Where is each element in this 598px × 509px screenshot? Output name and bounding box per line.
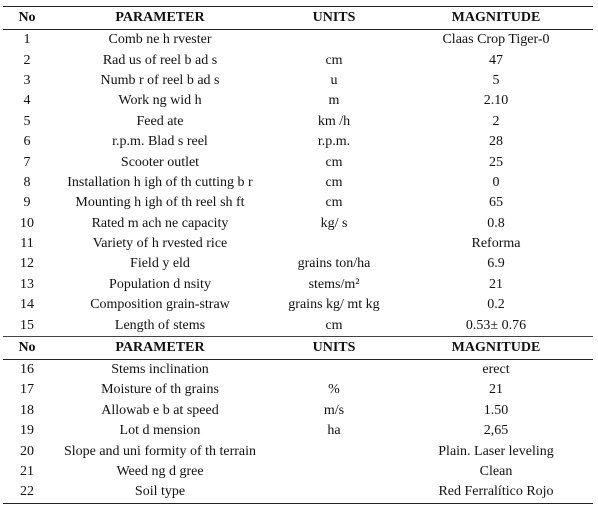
row-units: u: [330, 72, 338, 88]
row-number: 18: [20, 402, 34, 418]
row-units: stems/m²: [308, 276, 360, 292]
row-units: cm: [325, 52, 343, 68]
row-units: [269, 482, 399, 503]
row-parameter: Mounting h igh of th reel sh ft: [75, 195, 245, 211]
row-number: 4: [23, 93, 31, 109]
table-row: [3, 359, 593, 380]
header-row-1: [3, 7, 593, 30]
row-parameter: Work ng wid h: [118, 93, 202, 109]
row-magnitude: 6.9: [487, 256, 505, 272]
table-row: [3, 152, 593, 172]
row-number: 19: [20, 423, 34, 439]
row-parameter: Population d nsity: [109, 276, 211, 292]
row-number: 13: [20, 276, 34, 292]
row-units: m/s: [323, 402, 345, 418]
row-number: 22: [3, 482, 51, 503]
table-row: [3, 132, 593, 152]
row-number: 2: [23, 52, 31, 68]
row-number: 16: [20, 362, 34, 378]
table-row: [3, 112, 593, 132]
row-number: 21: [20, 464, 34, 479]
table-row: [3, 421, 593, 441]
header-magnitude: MAGNITUDE: [399, 336, 593, 359]
row-magnitude: 65: [489, 195, 503, 211]
row-magnitude: 0.53± 0.76: [399, 315, 593, 336]
row-parameter: Soil type: [51, 482, 269, 503]
row-magnitude: erect: [482, 362, 510, 378]
table-row: [3, 173, 593, 193]
header-units: UNITS: [269, 7, 399, 30]
table-row: [3, 462, 593, 482]
row-magnitude: Reforma: [471, 236, 521, 252]
row-number: 10: [20, 215, 34, 231]
row-units: cm: [325, 195, 343, 211]
row-units: [269, 462, 399, 482]
row-parameter: r.p.m. Blad s reel: [112, 134, 208, 150]
row-magnitude: 2: [492, 113, 500, 129]
row-magnitude: 5: [492, 72, 500, 88]
row-magnitude: 0.2: [487, 297, 505, 313]
row-magnitude: 21: [489, 276, 503, 292]
row-parameter: Comb ne h rvester: [108, 32, 212, 48]
row-parameter: Numb r of reel b ad s: [100, 72, 220, 88]
row-magnitude: Plain. Laser leveling: [438, 443, 554, 459]
row-parameter: Scooter outlet: [120, 154, 200, 170]
row-magnitude: Claas Crop Tiger-0: [442, 32, 550, 48]
row-number: 6: [23, 134, 31, 150]
table-row: [3, 441, 593, 461]
table-row: [3, 193, 593, 213]
table-row: [3, 71, 593, 91]
row-units: %: [328, 382, 340, 398]
row-units: [269, 30, 399, 51]
row-parameter: Lot d mension: [119, 423, 201, 439]
row-parameter: Rated m ach ne capacity: [91, 215, 229, 231]
row-parameter: Feed ate: [136, 113, 184, 129]
table-row: [3, 30, 593, 51]
table-row: [3, 91, 593, 111]
header-parameter: PARAMETER: [51, 7, 269, 30]
table-row: [3, 50, 593, 70]
row-magnitude: 2,65: [483, 423, 509, 439]
row-parameter: Composition grain-straw: [90, 297, 230, 313]
row-units: km /h: [317, 113, 351, 129]
row-magnitude: 47: [489, 52, 503, 68]
row-units: [269, 441, 399, 461]
table-row: [3, 401, 593, 421]
table-row: [3, 482, 593, 503]
row-units: cm: [325, 174, 343, 190]
row-magnitude: 0: [492, 174, 500, 190]
row-units: r.p.m.: [317, 134, 351, 150]
table-row: [3, 234, 593, 254]
row-number: 15: [3, 315, 51, 336]
row-parameter: Installation h igh of th cutting b r: [67, 174, 253, 190]
row-magnitude: 0.8: [487, 215, 505, 231]
row-magnitude: Clean: [479, 464, 513, 479]
row-magnitude: 21: [489, 382, 503, 398]
row-magnitude: Red Ferralítico Rojo: [399, 482, 593, 503]
row-number: 3: [23, 72, 31, 88]
row-units: m: [328, 93, 340, 109]
header-parameter: PARAMETER: [51, 336, 269, 359]
row-parameter: Moisture of th grains: [101, 382, 219, 398]
row-magnitude: 2.10: [483, 93, 509, 109]
row-parameter: Allowab e b at speed: [101, 402, 219, 418]
parameters-table: [3, 6, 593, 504]
row-units: cm: [269, 315, 399, 336]
row-number: 17: [20, 382, 34, 398]
header-magnitude: MAGNITUDE: [399, 7, 593, 30]
table-row: [3, 275, 593, 295]
table-row: [3, 214, 593, 234]
row-number: 14: [20, 297, 34, 313]
row-units: grains ton/ha: [297, 256, 371, 272]
row-parameter: Length of stems: [51, 315, 269, 336]
header-no: No: [3, 7, 51, 30]
row-magnitude: 28: [489, 134, 503, 150]
table-row: [3, 380, 593, 400]
row-number: 9: [23, 195, 31, 211]
row-number: 11: [20, 236, 34, 252]
table-row: [3, 295, 593, 315]
row-parameter: Field y eld: [130, 256, 190, 272]
row-magnitude: 25: [489, 154, 503, 170]
row-units: kg/ s: [320, 215, 348, 231]
row-number: 20: [20, 443, 34, 459]
row-parameter: Slope and uni formity of th terrain: [63, 443, 257, 459]
row-units: [269, 234, 399, 254]
row-number: 7: [23, 154, 31, 170]
row-number: 5: [23, 113, 31, 129]
row-parameter: Weed ng d gree: [116, 464, 204, 479]
row-units: ha: [327, 423, 341, 439]
header-units: UNITS: [269, 336, 399, 359]
row-magnitude: 1.50: [483, 402, 509, 418]
row-number: 12: [20, 256, 34, 272]
row-units: grains kg/ mt kg: [288, 297, 380, 313]
row-parameter: Rad us of reel b ad s: [102, 52, 218, 68]
header-row-2: [3, 336, 593, 359]
row-parameter: Stems inclination: [111, 362, 209, 378]
row-number: 1: [23, 32, 31, 48]
parameters-table-container: [3, 6, 593, 504]
row-parameter: Variety of h rvested rice: [92, 236, 228, 252]
row-units: cm: [325, 154, 343, 170]
table-row: [3, 254, 593, 274]
row-number: 8: [23, 174, 31, 190]
table-row: [3, 315, 593, 336]
header-no: No: [3, 336, 51, 359]
row-units: [269, 359, 399, 380]
